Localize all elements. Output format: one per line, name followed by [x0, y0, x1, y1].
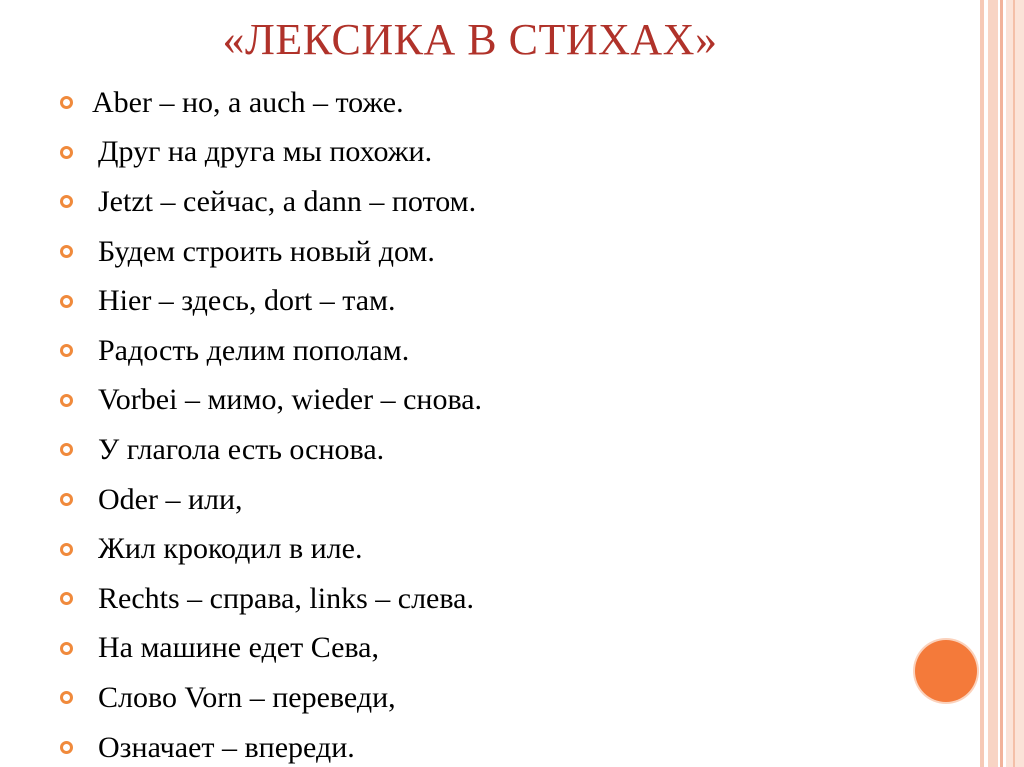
list-item [60, 276, 482, 326]
bullet-icon [60, 642, 73, 655]
poem-list [60, 78, 482, 767]
list-item [60, 227, 482, 277]
list-item [60, 78, 482, 128]
list-item [60, 475, 482, 525]
list-item [60, 723, 482, 767]
list-item-text: Слово Vorn – переведи, [98, 680, 396, 714]
bullet-icon [60, 245, 73, 258]
bullet-icon [60, 741, 73, 754]
bullet-icon [60, 295, 73, 308]
decorative-circle [915, 640, 977, 702]
list-item [60, 574, 482, 624]
list-item-text: Будем строить новый дом. [98, 234, 435, 268]
list-item-text: Радость делим пополам. [98, 333, 410, 367]
bullet-icon [60, 443, 73, 456]
list-item-text: Жил крокодил в иле. [98, 532, 363, 566]
list-item [60, 624, 482, 674]
list-item [60, 326, 482, 376]
list-item-text: Hier – здесь, dort – там. [98, 284, 396, 318]
list-item-text: Oder – или, [98, 482, 243, 516]
decorative-stripe [988, 0, 998, 767]
bullet-icon [60, 195, 73, 208]
list-item [60, 128, 482, 178]
decorative-stripe [980, 0, 984, 767]
list-item [60, 425, 482, 475]
decorative-stripe [1013, 0, 1015, 767]
bullet-icon [60, 493, 73, 506]
slide-title: «ЛЕКСИКА В СТИХАХ» [222, 15, 718, 64]
bullet-icon [60, 344, 73, 357]
list-item-text: На машине едет Сева, [98, 631, 379, 665]
list-item-text: У глагола есть основа. [98, 432, 385, 466]
bullet-icon [60, 691, 73, 704]
list-item [60, 177, 482, 227]
bullet-icon [60, 543, 73, 556]
bullet-icon [60, 146, 73, 159]
list-item [60, 673, 482, 723]
bullet-icon [60, 394, 73, 407]
list-item-text: Jetzt – сейчас, а dann – потом. [98, 184, 477, 218]
list-item-text: Означает – впереди. [98, 730, 355, 764]
bullet-icon [60, 96, 73, 109]
decorative-stripe [1000, 0, 1003, 767]
list-item-text: Aber – но, а auch – тоже. [92, 85, 404, 119]
list-item-text: Vorbei – мимо, wieder – снова. [98, 383, 483, 417]
list-item [60, 376, 482, 426]
list-item-text: Rechts – справа, links – слева. [98, 581, 474, 615]
list-item-text: Друг на друга мы похожи. [98, 135, 433, 169]
decorative-stripe [1006, 0, 1024, 767]
bullet-icon [60, 592, 73, 605]
list-item [60, 524, 482, 574]
